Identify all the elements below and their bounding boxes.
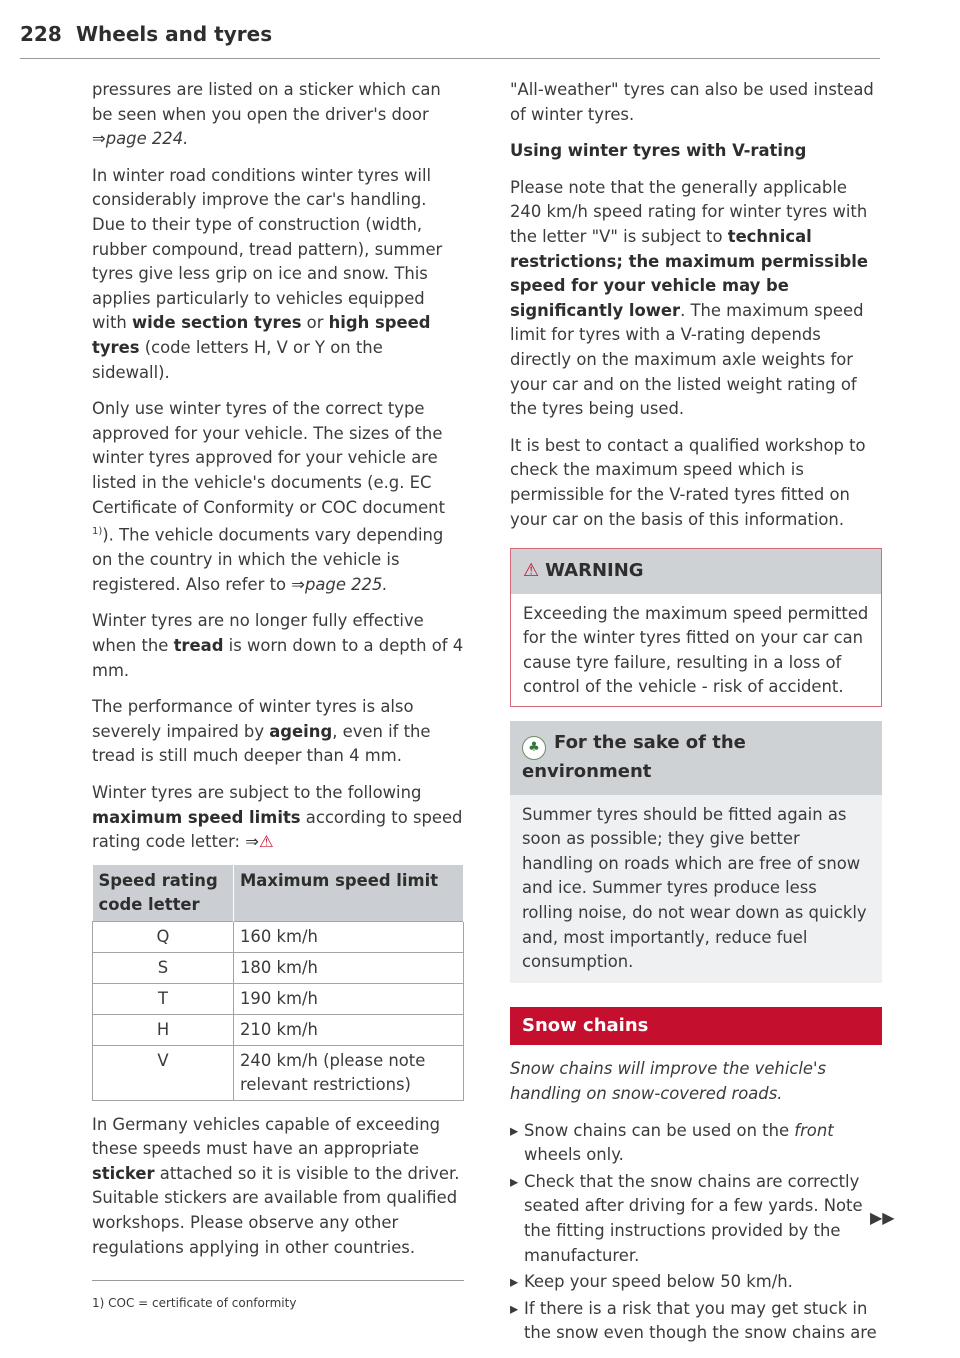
- table-row: [93, 952, 464, 983]
- speed-code: Q: [93, 921, 234, 952]
- paragraph: Winter tyres are no longer fully effective when the tread is worn down to a depth of 4 mm.: [92, 611, 464, 680]
- warning-box: [510, 548, 882, 707]
- environment-text: Summer tyres should be fitted again as soon as possible; they give better handling on roads which are free of snow and ice. Summer tyres produce less rolling noise, do not wear down as quickly and, most importantly, reduce fuel consumption.: [522, 804, 867, 972]
- paragraph: "All-weather" tyres can also be used instead of winter tyres.: [510, 80, 874, 124]
- paragraph: In winter road conditions winter tyres will considerably improve the car's handling. Due to their type of construction (width, rubber compound, tread pattern), summer tyres give less grip on ice and snow. This applies particularly to vehicles equipped with wide section tyres or high speed tyres (code letters H, V or Y on the sidewall).: [92, 165, 443, 382]
- continue-arrow-icon: ▶▶: [870, 1208, 895, 1227]
- speed-code: V: [93, 1045, 234, 1100]
- page-reference-link[interactable]: ⇒page 225.: [291, 574, 388, 594]
- paragraph: pressures are listed on a sticker which can be seen when you open the driver's door ⇒page 224.: [92, 80, 441, 149]
- environment-box: [510, 721, 882, 983]
- speed-code: H: [93, 1014, 234, 1045]
- page-reference-link[interactable]: ⇒page 224.: [92, 129, 189, 149]
- speed-limit: 180 km/h: [234, 952, 464, 983]
- table-header-limit: Maximum speed limit: [234, 865, 464, 922]
- paragraph: The performance of winter tyres is also severely impaired by ageing, even if the tread is still much deeper than 4 mm.: [92, 697, 431, 766]
- speed-limit: 190 km/h: [234, 983, 464, 1014]
- page-number: 228: [20, 22, 62, 46]
- speed-limit: 210 km/h: [234, 1014, 464, 1045]
- list-item: ▸ Snow chains can be used on the front wheels only.: [510, 1119, 882, 1168]
- intro-text: Snow chains will improve the vehicle's handling on snow-covered roads.: [510, 1059, 827, 1103]
- table-row: [93, 1045, 464, 1100]
- page-header: [20, 20, 880, 59]
- warning-text: Exceeding the maximum speed permitted for the winter tyres fitted on your car can cause tyre failure, resulting in a loss of control of the vehicle - risk of accident.: [523, 603, 869, 697]
- left-column: [92, 78, 464, 1316]
- table-row: [93, 921, 464, 952]
- footnote-marker: 1): [92, 526, 103, 538]
- right-column: [510, 78, 882, 1348]
- speed-code: S: [93, 952, 234, 983]
- paragraph: Winter tyres are subject to the following maximum speed limits according to speed rating code letter: ⇒⚠: [92, 782, 463, 852]
- warning-triangle-icon: ⚠: [523, 560, 540, 582]
- speed-limit: 160 km/h: [234, 921, 464, 952]
- chapter-title: Wheels and tyres: [76, 22, 273, 46]
- speed-code: T: [93, 983, 234, 1014]
- warning-title: ⚠ WARNING: [511, 549, 881, 594]
- paragraph: Please note that the generally applicable 240 km/h speed rating for winter tyres with the letter "V" is subject to technical restrictions; the maximum permissible speed for your vehicle may be significantly lower. The maximum speed limit for tyres with a V-rating depends directly on the maximum axle weights for your car and on the listed weight rating of the tyres being used.: [510, 177, 869, 419]
- speed-rating-table: [92, 865, 464, 1101]
- speed-limit: 240 km/h (please note relevant restrictions): [234, 1045, 464, 1100]
- instruction-list: [510, 1119, 882, 1346]
- paragraph: It is best to contact a qualified workshop to check the maximum speed which is permissible for the V-rated tyres fitted on your car on the basis of this information.: [510, 435, 866, 529]
- table-header-code: Speed rating code letter: [93, 865, 234, 922]
- paragraph: In Germany vehicles capable of exceeding these speeds must have an appropriate sticker attached so it is visible to the driver. Suitable stickers are available from qualified workshops. Please observe any other regulations applying in other countries.: [92, 1114, 460, 1257]
- table-row: [93, 983, 464, 1014]
- list-item: ▸ Check that the snow chains are correctly seated after driving for a few yards. Note the fitting instructions provided by the manufacturer.: [510, 1170, 882, 1268]
- subheading: Using winter tyres with V-rating: [510, 141, 807, 161]
- list-item: ▸ Keep your speed below 50 km/h.: [510, 1270, 882, 1295]
- paragraph: Only use winter tyres of the correct type approved for your vehicle. The sizes of the winter tyres approved for your vehicle are listed in the vehicle's documents (e.g. EC Certificate of Conformity or COC document $^{1)}$). The vehicle documents vary depending on the country in which the vehicle is registered. Also refer to ⇒page 225.: [92, 399, 445, 594]
- environment-leaf-icon: ♣: [522, 736, 546, 760]
- footnote: 1) COC = certificate of conformity: [92, 1280, 464, 1316]
- section-heading: Snow chains: [510, 1007, 882, 1046]
- warning-icon[interactable]: ⚠: [259, 832, 274, 852]
- table-row: [93, 1014, 464, 1045]
- environment-title: ♣ For the sake of the environment: [510, 721, 882, 795]
- list-item: ▸ If there is a risk that you may get stuck in the snow even though the snow chains are: [510, 1297, 882, 1346]
